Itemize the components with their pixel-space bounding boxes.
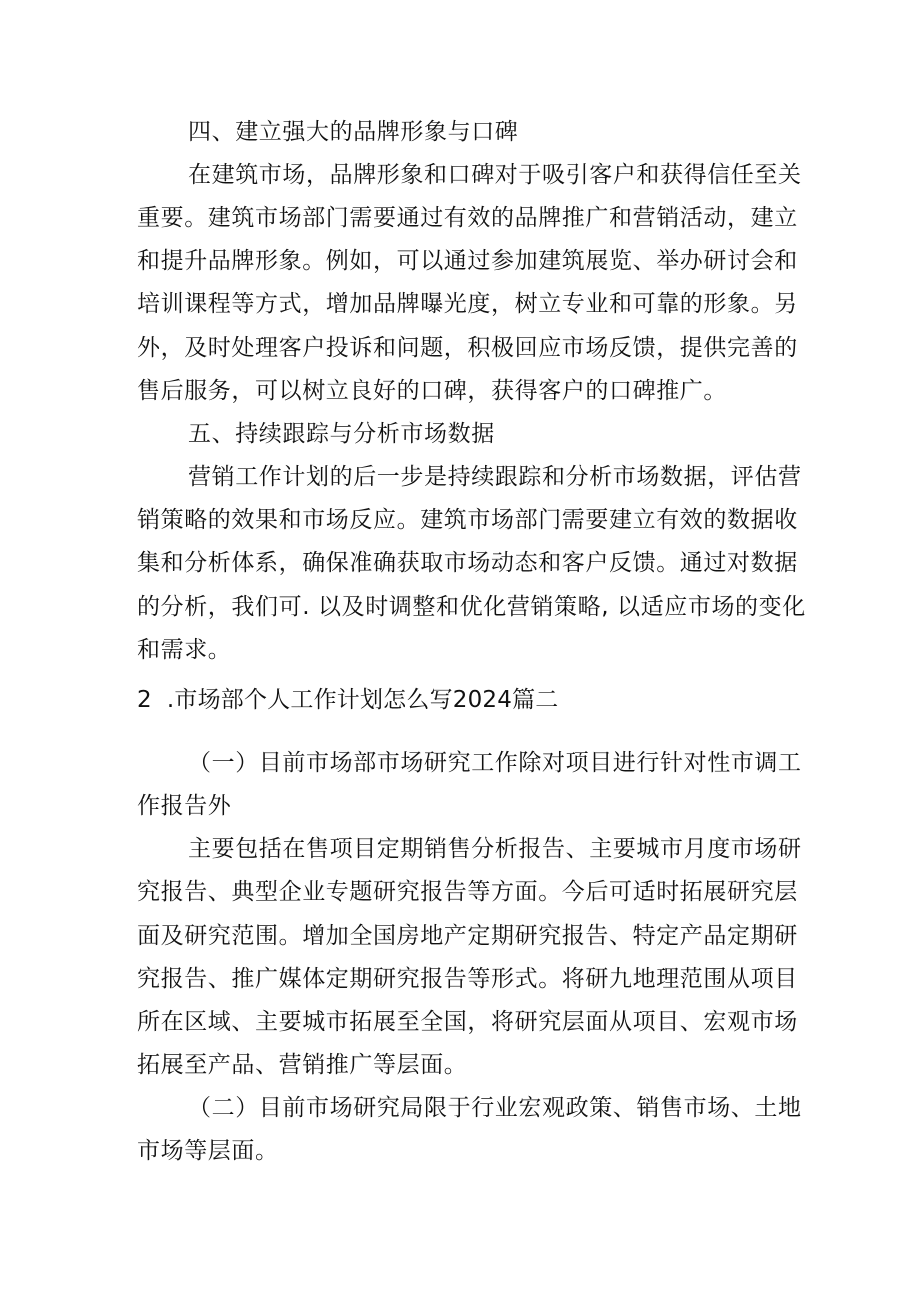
item1-paragraph-line: 究报告、推广媒体定期研究报告等形式。将研九地理范围从项目 [137, 966, 798, 992]
section4-paragraph-line: 售后服务，可以树立良好的口碑，获得客户的口碑推广。 [137, 378, 727, 404]
section5-heading: 五、持续跟踪与分析市场数据 [188, 421, 495, 447]
section5-paragraph-line: 和需求。 [137, 637, 232, 663]
section4-paragraph-line: 外，及时处理客户投诉和问题，积极回应市场反馈，提供完善的 [137, 335, 798, 361]
item1-paragraph-line: 拓展至产品、营销推广等层面。 [137, 1052, 468, 1078]
section4-paragraph-line: 重要。建筑市场部门需要通过有效的品牌推广和营销活动，建立 [137, 205, 798, 231]
section4-heading: 四、建立强大的品牌形象与口碑 [188, 119, 519, 145]
section5-paragraph-line: 集和分析体系，确保准确获取市场动态和客户反馈。通过对数据 [137, 550, 798, 576]
item2-heading-line: （二）目前市场研究局限于行业宏观政策、销售市场、土地 [188, 1095, 802, 1121]
section5-paragraph-line: 销策略的效果和市场反应。建筑市场部门需要建立有效的数据收 [137, 507, 798, 533]
item1-paragraph-line: 面及研究范围。增加全国房地产定期研究报告、特定产品定期研 [137, 923, 798, 949]
section4-paragraph-line: 在建筑市场，品牌形象和口碑对于吸引客户和获得信任至关 [188, 162, 802, 188]
item2-heading-line: 市场等层面。 [137, 1138, 279, 1164]
section4-paragraph-line: 和提升品牌形象。例如，可以通过参加建筑展览、举办研讨会和 [137, 248, 798, 274]
section4-paragraph-line: 培训课程等方式，增加品牌曝光度，树立专业和可靠的形象。另 [137, 291, 798, 317]
item1-heading-line: 作报告外 [137, 793, 232, 819]
item1-paragraph-line: 主要包括在售项目定期销售分析报告、主要城市月度市场研 [188, 836, 802, 862]
article-2-title: 2 .市场部个人工作计划怎么写2024篇二 [137, 687, 559, 713]
item1-paragraph-line: 究报告、典型企业专题研究报告等方面。今后可适时拓展研究层 [137, 879, 798, 905]
section5-paragraph-line: 营销工作计划的后一步是持续跟踪和分析市场数据，评估营 [188, 464, 802, 490]
item1-heading-line: （一）目前市场部市场研究工作除对项目进行针对性市调工 [188, 750, 802, 776]
item1-paragraph-line: 所在区域、主要城市拓展至全国，将研究层面从项目、宏观市场 [137, 1009, 798, 1035]
section5-paragraph-line: 的分析，我们可. 以及时调整和优化营销策略, 以适应市场的变化 [137, 594, 806, 620]
